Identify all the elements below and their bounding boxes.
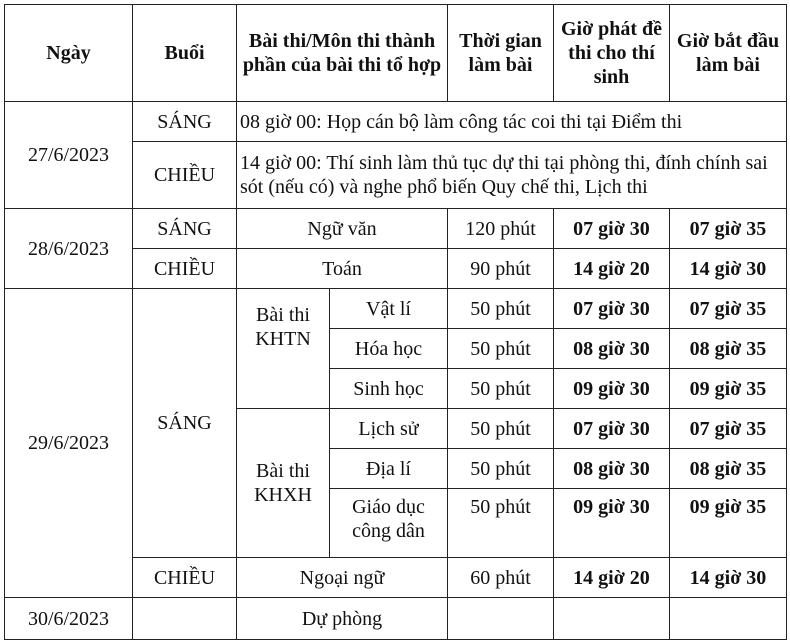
group-cell-khtn: Bài thi KHTN — [237, 289, 330, 409]
group-cell-khxh: Bài thi KHXH — [237, 409, 330, 558]
subject-cell: Toán — [237, 249, 448, 289]
session-cell: CHIỀU — [133, 142, 237, 209]
start-time-cell: 07 giờ 35 — [670, 289, 787, 329]
subject-cell: Vật lí — [330, 289, 448, 329]
session-cell: SÁNG — [133, 209, 237, 249]
distribute-time-cell: 14 giờ 20 — [554, 249, 670, 289]
duration-cell — [448, 598, 554, 640]
subject-cell: Hóa học — [330, 329, 448, 369]
session-cell: CHIỀU — [133, 558, 237, 598]
table-row — [5, 209, 787, 249]
duration-cell: 60 phút — [448, 558, 554, 598]
date-cell: 27/6/2023 — [5, 102, 133, 209]
duration-cell: 90 phút — [448, 249, 554, 289]
duration-cell: 50 phút — [448, 369, 554, 409]
session-cell: SÁNG — [133, 289, 237, 558]
header-buoi: Buổi — [133, 5, 237, 102]
subject-cell: Ngữ văn — [237, 209, 448, 249]
note-cell: 14 giờ 00: Thí sinh làm thủ tục dự thi tại phòng thi, đính chính sai sót (nếu có) và nghe phổ biến Quy chế thi, Lịch thi — [237, 142, 787, 209]
table-row — [5, 102, 787, 142]
subject-cell: Ngoại ngữ — [237, 558, 448, 598]
session-cell: CHIỀU — [133, 249, 237, 289]
duration-cell: 120 phút — [448, 209, 554, 249]
distribute-time-cell: 07 giờ 30 — [554, 289, 670, 329]
distribute-time-cell: 09 giờ 30 — [554, 369, 670, 409]
start-time-cell: 08 giờ 35 — [670, 449, 787, 489]
header-row — [5, 5, 787, 102]
duration-cell: 50 phút — [448, 289, 554, 329]
date-cell: 29/6/2023 — [5, 289, 133, 598]
subject-cell: Lịch sử — [330, 409, 448, 449]
table-row — [5, 289, 787, 329]
session-cell — [133, 598, 237, 640]
start-time-cell: 14 giờ 30 — [670, 249, 787, 289]
subject-cell: Dự phòng — [237, 598, 448, 640]
distribute-time-cell: 07 giờ 30 — [554, 409, 670, 449]
subject-cell: Địa lí — [330, 449, 448, 489]
exam-schedule-table — [4, 4, 787, 640]
header-ngay: Ngày — [5, 5, 133, 102]
start-time-cell: 08 giờ 35 — [670, 329, 787, 369]
note-cell: 08 giờ 00: Họp cán bộ làm công tác coi thi tại Điểm thi — [237, 102, 787, 142]
header-thoi-gian: Thời gian làm bài — [448, 5, 554, 102]
header-gio-phat-de: Giờ phát đề thi cho thí sinh — [554, 5, 670, 102]
subject-cell: Giáo dục công dân — [330, 489, 448, 558]
header-bai-thi: Bài thi/Môn thi thành phần của bài thi tổ hợp — [237, 5, 448, 102]
duration-cell: 50 phút — [448, 489, 554, 558]
duration-cell: 50 phút — [448, 449, 554, 489]
distribute-time-cell — [554, 598, 670, 640]
start-time-cell: 09 giờ 35 — [670, 369, 787, 409]
start-time-cell — [670, 598, 787, 640]
start-time-cell: 07 giờ 35 — [670, 409, 787, 449]
start-time-cell: 07 giờ 35 — [670, 209, 787, 249]
distribute-time-cell: 09 giờ 30 — [554, 489, 670, 558]
start-time-cell: 14 giờ 30 — [670, 558, 787, 598]
table-row — [5, 598, 787, 640]
distribute-time-cell: 07 giờ 30 — [554, 209, 670, 249]
date-cell: 30/6/2023 — [5, 598, 133, 640]
distribute-time-cell: 08 giờ 30 — [554, 329, 670, 369]
distribute-time-cell: 14 giờ 20 — [554, 558, 670, 598]
subject-cell: Sinh học — [330, 369, 448, 409]
session-cell: SÁNG — [133, 102, 237, 142]
duration-cell: 50 phút — [448, 329, 554, 369]
distribute-time-cell: 08 giờ 30 — [554, 449, 670, 489]
duration-cell: 50 phút — [448, 409, 554, 449]
date-cell: 28/6/2023 — [5, 209, 133, 289]
header-gio-bat-dau: Giờ bắt đầu làm bài — [670, 5, 787, 102]
start-time-cell: 09 giờ 35 — [670, 489, 787, 558]
